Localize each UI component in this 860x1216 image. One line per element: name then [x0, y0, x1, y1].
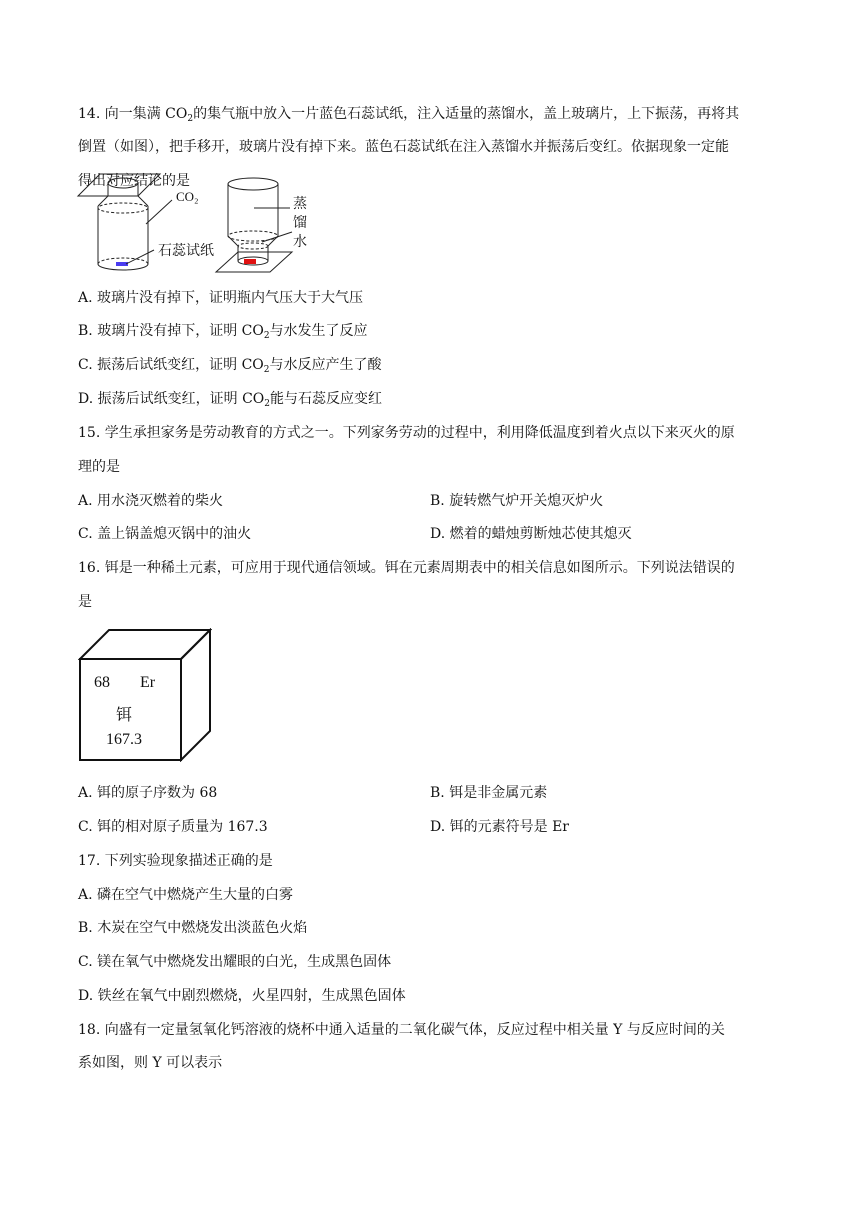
- q15-option-d: D. 燃着的蜡烛剪断烛芯使其熄灭: [430, 526, 632, 542]
- element-atomic-number: 68: [94, 674, 110, 691]
- q17-option-c: C. 镁在氧气中燃烧发出耀眼的白光，生成黑色固体: [78, 954, 392, 970]
- glass-plate-top: [78, 174, 160, 196]
- q15-option-b: B. 旋转燃气炉开关熄灭炉火: [430, 493, 604, 509]
- q14-option-b: B. 玻璃片没有掉下，证明 $CO_2$与水发生了反应: [78, 323, 368, 341]
- element-symbol: Er: [140, 674, 156, 691]
- q14-option-a: A. 玻璃片没有掉下，证明瓶内气压大于大气压: [78, 290, 364, 306]
- q16-option-b: B. 铒是非金属元素: [430, 785, 548, 801]
- q14-stem-line-3: 得出对应结论的是: [78, 173, 190, 189]
- q14-option-c: C. 振荡后试纸变红，证明 $CO_2$与水反应产生了酸: [78, 357, 382, 375]
- element-tile-erbium: [78, 628, 212, 762]
- q14-stem-line-2: 倒置（如图），把手移开，玻璃片没有掉下来。蓝色石蕊试纸在注入蒸馏水并振荡后变红。依据现象一定能: [78, 139, 729, 155]
- q16-stem-line-2: 是: [78, 594, 92, 610]
- q15-stem-line-2: 理的是: [78, 459, 120, 475]
- q18-stem-line-2: 系如图，则 Y 可以表示: [78, 1055, 223, 1071]
- q14-stem-line-1: 14. 向一集满 $CO_2$的集气瓶中放入一片蓝色石蕊试纸，注入适量的蒸馏水，盖上玻璃片，上下振荡，再将其: [78, 106, 740, 124]
- label-water-2: 馏: [293, 216, 307, 231]
- q17-stem: 17. 下列实验现象描述正确的是: [78, 853, 273, 869]
- red-litmus-paper: [244, 259, 256, 264]
- q16-option-c: C. 铒的相对原子质量为 167.3: [78, 819, 268, 835]
- element-name: 铒: [116, 707, 133, 724]
- label-co2: CO₂: [176, 189, 199, 204]
- q17-option-a: A. 磷在空气中燃烧产生大量的白雾: [78, 887, 294, 903]
- q16-option-d: D. 铒的元素符号是 Er: [430, 819, 569, 835]
- q14-gas-bottle-figure: [76, 166, 326, 278]
- q15-option-a: A. 用水浇灭燃着的柴火: [78, 493, 224, 509]
- q14-option-d: D. 振荡后试纸变红，证明 $CO_2$能与石蕊反应变红: [78, 391, 382, 409]
- label-water-1: 蒸: [293, 197, 307, 212]
- q18-stem-line-1: 18. 向盛有一定量氢氧化钙溶液的烧杯中通入适量的二氧化碳气体，反应过程中相关量 Y 与反应时间的关: [78, 1022, 725, 1038]
- q16-option-a: A. 铒的原子序数为 68: [78, 785, 218, 801]
- q15-stem-line-1: 15. 学生承担家务是劳动教育的方式之一。下列家务劳动的过程中，利用降低温度到着火点以下来灭火的原: [78, 425, 735, 441]
- q15-option-c: C. 盖上锅盖熄灭锅中的油火: [78, 526, 252, 542]
- label-water-3: 水: [293, 235, 307, 250]
- q17-option-b: B. 木炭在空气中燃烧发出淡蓝色火焰: [78, 920, 308, 936]
- q17-option-d: D. 铁丝在氧气中剧烈燃烧，火星四射，生成黑色固体: [78, 988, 406, 1004]
- q16-stem-line-1: 16. 铒是一种稀土元素，可应用于现代通信领域。铒在元素周期表中的相关信息如图所示。下列说法错误的: [78, 560, 735, 576]
- element-atomic-mass: 167.3: [106, 731, 142, 748]
- label-litmus-paper: 石蕊试纸: [158, 244, 214, 259]
